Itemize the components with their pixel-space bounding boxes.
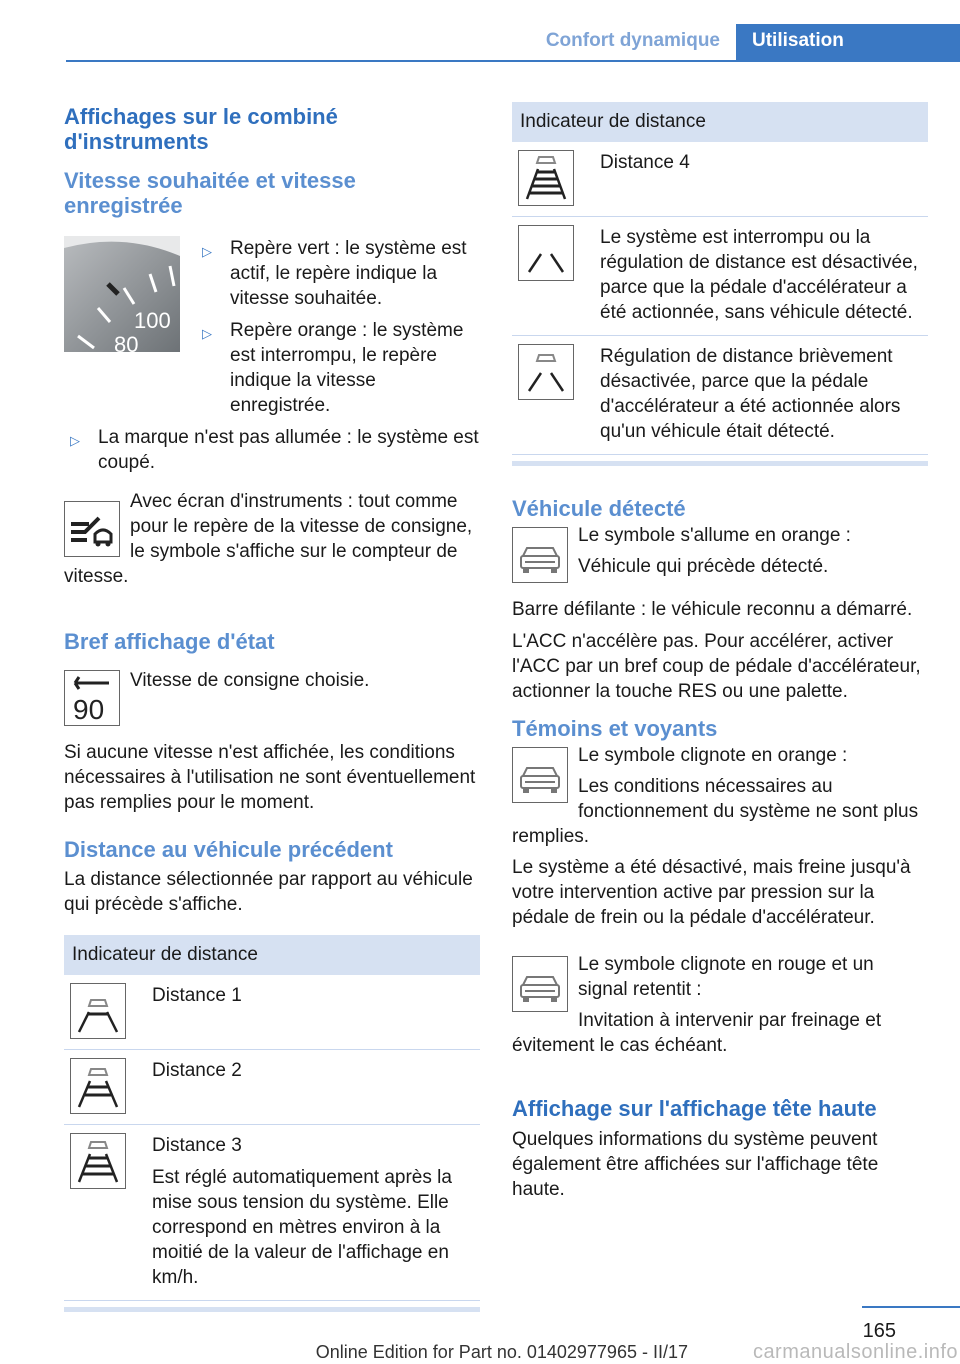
warning-text-2: Le système a été désactivé, mais freine jusqu'à votre intervention active par pression sur la pédale de frein ou la pédale d'accélérateur. xyxy=(512,857,911,928)
brief-status-block xyxy=(64,668,480,726)
warning-line-1a: Le symbole clignote en orange : xyxy=(578,745,848,766)
detected-line-2: Véhicule qui précède détecté. xyxy=(578,556,829,577)
scroll-bar-text: Barre défilante : le véhicule reconnu a démarré. xyxy=(512,599,913,620)
distance-table-continued xyxy=(512,102,928,455)
edition-text: Online Edition for Part no. 01402977965 - II/17 xyxy=(315,1342,688,1362)
table-cell: Distance 2 xyxy=(146,1050,480,1125)
table-header: Indicateur de distance xyxy=(64,935,480,975)
indicator-bullets xyxy=(196,236,480,418)
no-speed-text: Si aucune vitesse n'est affichée, les conditions nécessaires à l'utilisation ne sont éventuellement pas remplies pour le moment. xyxy=(64,742,476,813)
table-row xyxy=(64,1050,480,1125)
header-tab: Utilisation xyxy=(736,24,960,60)
brief-status-text: Vitesse de consigne choisie. xyxy=(130,670,370,691)
left-column xyxy=(64,102,480,1312)
vehicle-detected-block xyxy=(512,523,928,583)
distance-table xyxy=(64,935,480,1301)
list-item: ▷ La marque n'est pas allumée : le système est coupé. xyxy=(70,427,479,473)
vehicle-warning-icon xyxy=(512,747,568,803)
table-cell: Distance 4 xyxy=(594,142,928,217)
distance-1-icon xyxy=(70,983,126,1039)
list-item: ▷ Repère vert : le système est actif, le repère indique la vitesse souhaitée. xyxy=(202,238,467,309)
distance-off-icon xyxy=(518,225,574,281)
warning-block-3 xyxy=(512,952,928,1058)
warning-line-3b: Invitation à intervenir par freinage et évitement le cas échéant. xyxy=(512,1010,882,1056)
table-row xyxy=(64,1125,480,1301)
table-row xyxy=(512,336,928,455)
cell-title: Distance 3 xyxy=(152,1135,242,1156)
watermark: carmanualsonline.info xyxy=(752,1341,958,1363)
distance-2-icon xyxy=(70,1058,126,1114)
subtitle-vehicle-detected: Véhicule détecté xyxy=(512,496,686,521)
distance-paused-icon xyxy=(518,344,574,400)
distance-3-icon xyxy=(70,1133,126,1189)
header-section: Confort dynamique xyxy=(545,30,720,51)
table-row xyxy=(512,217,928,336)
bullet-triangle-icon: ▷ xyxy=(202,326,212,341)
cell-extra: Est réglé automatiquement après la mise sous tension du système. Elle correspond en mètres environ à la moitié de la valeur de l'affichage en km/h. xyxy=(152,1167,452,1288)
screen-note-text: Avec écran d'instruments : tout comme pour le repère de la vitesse de consigne, le symbole s'affiche sur le compteur de vitesse. xyxy=(64,491,473,587)
page-number: 165 xyxy=(862,1320,896,1342)
acc-text: L'ACC n'accélère pas. Pour accélérer, activer l'ACC par un bref coup de pédale d'accélérateur, actionner la touche RES ou une palette. xyxy=(512,631,921,702)
subtitle-warnings: Témoins et voyants xyxy=(512,716,718,741)
footer-rule xyxy=(862,1306,960,1308)
warning-line-3a: Le symbole clignote en rouge et un signal retentit : xyxy=(578,954,874,1000)
detected-line-1: Le symbole s'allume en orange : xyxy=(578,525,851,546)
table-cell: Le système est interrompu ou la régulation de distance est désactivée, parce que la pédale d'accélérateur a été actionnée, sans véhicule détecté. xyxy=(594,217,928,336)
subtitle-hud: Affichage sur l'affichage tête haute xyxy=(512,1096,877,1121)
subtitle-brief-status: Bref affichage d'état xyxy=(64,629,275,654)
table-cell: Distance 1 xyxy=(146,975,480,1050)
speedometer-image xyxy=(64,236,180,352)
screen-note-block xyxy=(64,489,484,589)
table-cell: Régulation de distance brièvement désactivée, parce que la pédale d'accélérateur a été actionnée alors qu'un véhicule était détecté. xyxy=(594,336,928,455)
warning-block-1 xyxy=(512,743,928,849)
right-column xyxy=(512,102,928,1202)
subtitle-distance: Distance au véhicule précédent xyxy=(64,837,393,862)
gauge-label-80: 80 xyxy=(114,332,139,352)
table-header: Indicateur de distance xyxy=(512,102,928,142)
hud-text: Quelques informations du système peuvent également être affichées sur l'affichage tête haute. xyxy=(512,1129,879,1200)
speed-symbol-icon xyxy=(64,501,120,557)
set-speed-icon xyxy=(64,670,120,726)
page-header xyxy=(66,0,960,62)
warning-line-1b: Les conditions nécessaires au fonctionnement du système ne sont plus remplies. xyxy=(512,776,919,847)
subtitle-speed: Vitesse souhaitée et vitesse enregistrée xyxy=(64,168,356,218)
gauge-label-100: 100 xyxy=(134,308,171,333)
distance-intro: La distance sélectionnée par rapport au véhicule qui précède s'affiche. xyxy=(64,869,473,915)
off-bullet xyxy=(64,425,480,475)
bullet-triangle-icon: ▷ xyxy=(70,433,80,448)
table-cell xyxy=(146,1125,480,1301)
section-title: Affichages sur le combiné d'instruments xyxy=(64,104,338,154)
set-speed-value: 90 xyxy=(73,694,105,725)
table-row xyxy=(512,142,928,217)
vehicle-alert-icon xyxy=(512,956,568,1012)
speed-block xyxy=(64,236,480,418)
bullet-triangle-icon: ▷ xyxy=(202,244,212,259)
distance-4-icon xyxy=(518,150,574,206)
table-row xyxy=(64,975,480,1050)
page-footer xyxy=(0,1282,960,1362)
vehicle-icon xyxy=(512,527,568,583)
list-item: ▷ Repère orange : le système est interrompu, le repère indique la vitesse enregistrée. xyxy=(202,320,464,416)
table-end-bar xyxy=(512,461,928,466)
